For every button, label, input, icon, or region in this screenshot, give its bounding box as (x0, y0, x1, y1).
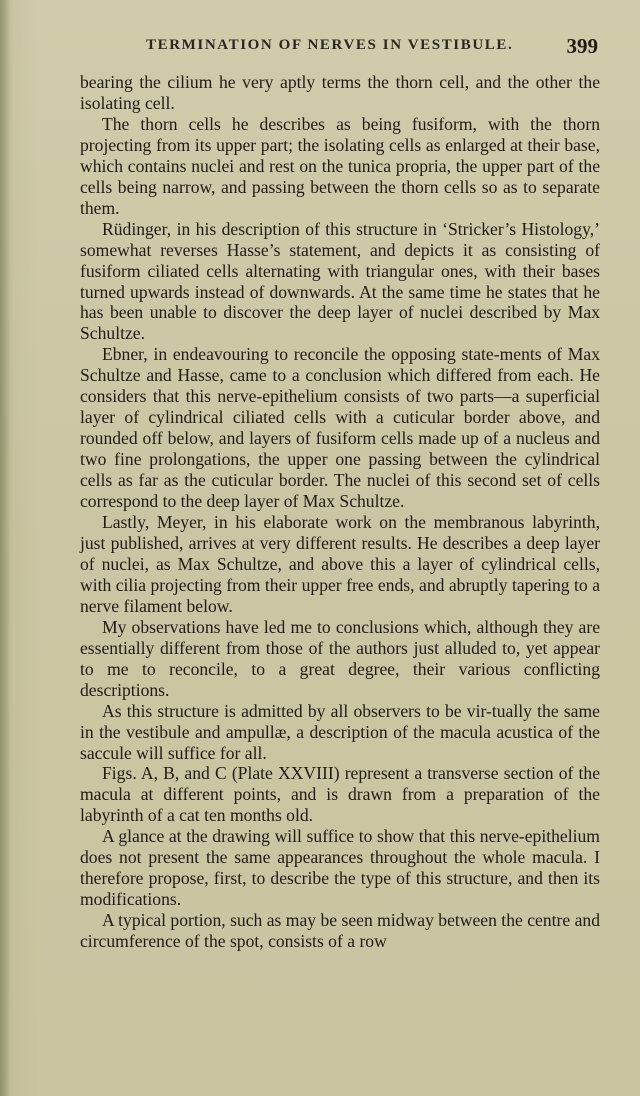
paragraph: As this structure is admitted by all observers to be vir-tually the same in the vestibule and ampullæ, a description of the macula acustica of the saccule will suffice for all. (80, 700, 600, 763)
paragraph: Lastly, Meyer, in his elaborate work on the membranous labyrinth, just published, arrives at very different results. He describes a deep layer of nuclei, as Max Schultze, and above this a layer of cylindrical cells, with cilia projecting from their upper free ends, and abruptly tapering to a nerve filament below. (80, 512, 600, 616)
page-number: 399 (566, 34, 598, 58)
paragraph: The thorn cells he describes as being fusiform, with the thorn projecting from its upper part; the isolating cells as enlarged at their base, which contains nuclei and rest on the tunica propria, the upper part of the cells being narrow, and passing between the thorn cells so as to separate them. (80, 113, 600, 218)
running-title: TERMINATION OF NERVES IN VESTIBULE. (146, 37, 514, 53)
spine-shadow (0, 0, 10, 1096)
paragraph: bearing the cilium he very aptly terms the thorn cell, and the other the isolating cell. (80, 72, 600, 113)
body-text (80, 72, 600, 952)
paragraph: A glance at the drawing will suffice to show that this nerve-epithelium does not present the same appearances throughout the whole macula. I therefore propose, first, to describe the type of this structure, and then its modifications. (80, 826, 600, 910)
paragraph: My observations have led me to conclusions which, although they are essentially different from those of the authors just alluded to, yet appear to me to reconcile, to a great degree, their various conflicting descriptions. (80, 616, 600, 700)
page-header (90, 34, 598, 58)
paragraph: Rüdinger, in his description of this structure in ‘Stricker’s Histology,’ somewhat reverses Hasse’s statement, and depicts it as consisting of fusiform ciliated cells alternating with triangular ones, with their bases turned upwards instead of downwards. At the same time he states that he has been unable to discover the deep layer of nuclei described by Max Schultze. (80, 218, 600, 344)
paragraph: A typical portion, such as may be seen midway between the centre and circumference of the spot, consists of a row (80, 910, 600, 952)
paragraph: Figs. A, B, and C (Plate XXVIII) represent a transverse section of the macula at different points, and is drawn from a preparation of the labyrinth of a cat ten months old. (80, 763, 600, 826)
paragraph: Ebner, in endeavouring to reconcile the opposing state-ments of Max Schultze and Hasse, came to a conclusion which differed from each. He considers that this nerve-epithelium consists of two parts—a superficial layer of cylindrical ciliated cells with a cuticular border above, and rounded off below, and layers of fusiform cells made up of a nucleus and two fine prolongations, the upper one passing between the cylindrical cells as far as the cuticular border. The nuclei of this second set of cells correspond to the deep layer of Max Schultze. (80, 344, 600, 512)
